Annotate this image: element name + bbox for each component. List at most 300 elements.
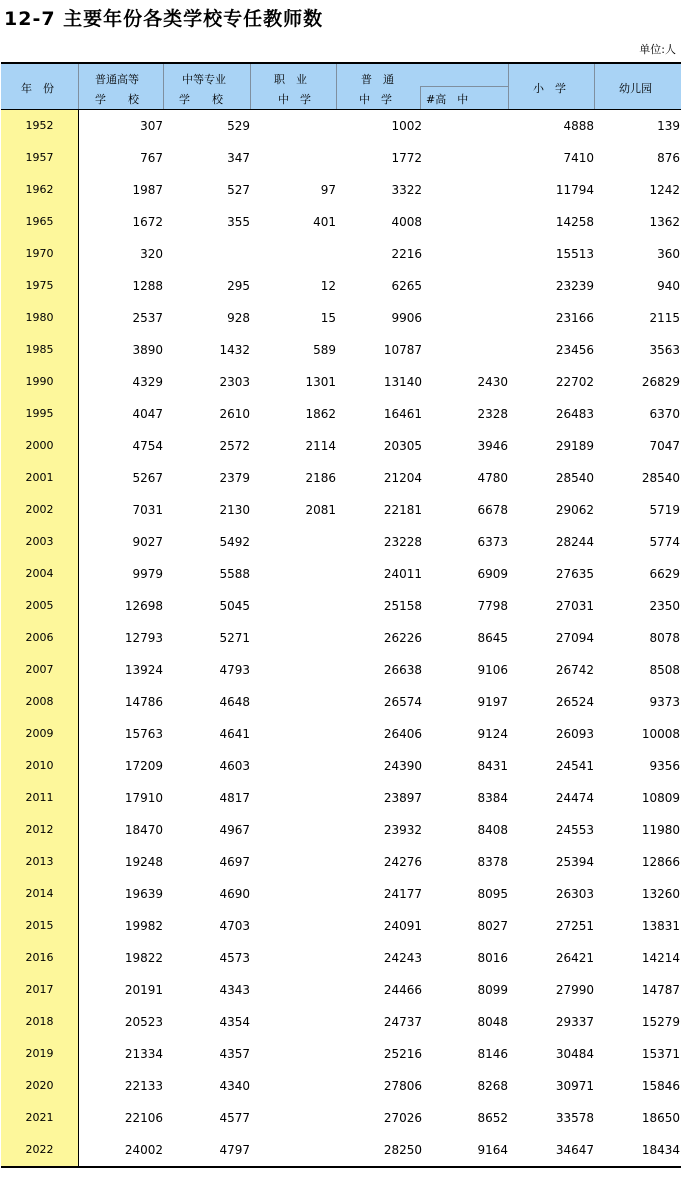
year-cell: 2007	[25, 663, 54, 676]
vocational-cell	[250, 622, 336, 654]
table-row	[1, 398, 681, 430]
header-higher-edu-line2: 学 校	[95, 93, 139, 106]
table-row	[1, 174, 681, 206]
higher-edu-cell: 9979	[132, 567, 163, 581]
secondary-specialized-cell: 527	[227, 183, 250, 197]
table-row	[1, 1134, 681, 1166]
higher-edu-cell: 12793	[124, 631, 163, 645]
primary-cell: 22702	[555, 375, 594, 389]
primary-cell: 15513	[555, 247, 594, 261]
senior-high-cell: 7798	[477, 599, 508, 613]
year-cell: 2015	[25, 919, 54, 932]
higher-edu-cell: 1672	[132, 215, 163, 229]
primary-cell: 27031	[555, 599, 594, 613]
header-vocational-line2: 中 学	[278, 93, 311, 106]
regular-secondary-cell: 27806	[383, 1079, 422, 1093]
table-rows	[1, 110, 681, 1166]
secondary-specialized-cell: 4354	[219, 1015, 250, 1029]
primary-cell: 27635	[555, 567, 594, 581]
year-cell: 2019	[25, 1047, 54, 1060]
header-kindergarten	[595, 64, 681, 109]
regular-secondary-cell: 6265	[391, 279, 422, 293]
table-row	[1, 782, 681, 814]
primary-cell: 26093	[555, 727, 594, 741]
year-cell: 2001	[25, 471, 54, 484]
senior-high-cell: 8027	[477, 919, 508, 933]
secondary-specialized-cell: 928	[227, 311, 250, 325]
year-cell: 2022	[25, 1143, 54, 1156]
kindergarten-cell: 28540	[641, 471, 680, 485]
regular-secondary-cell: 3322	[391, 183, 422, 197]
regular-secondary-cell: 26574	[383, 695, 422, 709]
vocational-cell: 2186	[305, 471, 336, 485]
higher-edu-cell: 20523	[124, 1015, 163, 1029]
table-title: 12-7 主要年份各类学校专任教师数	[4, 8, 324, 30]
year-cell: 1970	[25, 247, 54, 260]
higher-edu-cell: 320	[140, 247, 163, 261]
year-cell: 1962	[25, 183, 54, 196]
senior-high-cell: 8268	[477, 1079, 508, 1093]
year-cell: 2020	[25, 1079, 54, 1092]
kindergarten-cell: 15371	[641, 1047, 680, 1061]
year-cell: 2021	[25, 1111, 54, 1124]
year-cell: 2009	[25, 727, 54, 740]
header-kindergarten-label: 幼儿园	[619, 82, 652, 95]
primary-cell: 34647	[555, 1143, 594, 1157]
kindergarten-cell: 13260	[641, 887, 680, 901]
header-senior-high: #高 中	[426, 93, 469, 106]
kindergarten-cell: 11980	[641, 823, 680, 837]
regular-secondary-cell: 1772	[391, 151, 422, 165]
table-row	[1, 942, 681, 974]
table-row	[1, 462, 681, 494]
regular-secondary-cell: 22181	[383, 503, 422, 517]
higher-edu-cell: 19248	[124, 855, 163, 869]
vocational-cell	[250, 558, 336, 590]
senior-high-cell: 6373	[477, 535, 508, 549]
table-row	[1, 430, 681, 462]
regular-secondary-cell: 2216	[391, 247, 422, 261]
vocational-cell	[250, 1070, 336, 1102]
year-cell: 1952	[25, 119, 54, 132]
header-regular-secondary-line1: 普 通	[361, 73, 394, 86]
primary-cell: 23239	[555, 279, 594, 293]
year-cell: 1980	[25, 311, 54, 324]
primary-cell: 30971	[555, 1079, 594, 1093]
table-row	[1, 1006, 681, 1038]
table-row	[1, 334, 681, 366]
kindergarten-cell: 5719	[649, 503, 680, 517]
senior-high-cell: 8048	[477, 1015, 508, 1029]
header-higher-edu	[79, 64, 163, 109]
table-row	[1, 238, 681, 270]
kindergarten-cell: 5774	[649, 535, 680, 549]
kindergarten-cell: 10008	[641, 727, 680, 741]
secondary-specialized-cell: 2130	[219, 503, 250, 517]
header-secondary-specialized-line1: 中等专业	[182, 73, 226, 86]
primary-cell: 24541	[555, 759, 594, 773]
regular-secondary-cell: 25216	[383, 1047, 422, 1061]
year-cell: 2000	[25, 439, 54, 452]
regular-secondary-cell: 24091	[383, 919, 422, 933]
regular-secondary-cell: 27026	[383, 1111, 422, 1125]
secondary-specialized-cell: 4703	[219, 919, 250, 933]
vocational-cell	[250, 590, 336, 622]
vocational-cell	[250, 878, 336, 910]
regular-secondary-cell: 26638	[383, 663, 422, 677]
regular-secondary-cell: 24737	[383, 1015, 422, 1029]
regular-secondary-cell: 25158	[383, 599, 422, 613]
senior-high-cell: 8408	[477, 823, 508, 837]
higher-edu-cell: 18470	[124, 823, 163, 837]
kindergarten-cell: 18650	[641, 1111, 680, 1125]
table-header	[1, 64, 681, 109]
secondary-specialized-cell: 5271	[219, 631, 250, 645]
primary-cell: 28244	[555, 535, 594, 549]
secondary-specialized-cell: 5588	[219, 567, 250, 581]
vocational-cell	[250, 782, 336, 814]
year-cell: 1957	[25, 151, 54, 164]
vocational-cell: 97	[320, 183, 336, 197]
table-row	[1, 750, 681, 782]
year-cell: 2004	[25, 567, 54, 580]
year-cell: 1995	[25, 407, 54, 420]
vocational-cell	[250, 718, 336, 750]
higher-edu-cell: 19639	[124, 887, 163, 901]
table-row	[1, 1070, 681, 1102]
primary-cell: 27094	[555, 631, 594, 645]
secondary-specialized-cell: 4967	[219, 823, 250, 837]
table-row	[1, 846, 681, 878]
regular-secondary-cell: 24177	[383, 887, 422, 901]
senior-high-cell: 9164	[477, 1143, 508, 1157]
vocational-cell	[250, 142, 336, 174]
header-primary-label: 小 学	[533, 82, 566, 95]
senior-high-cell: 9106	[477, 663, 508, 677]
vocational-cell	[250, 814, 336, 846]
header-vocational	[251, 64, 336, 109]
primary-cell: 26483	[555, 407, 594, 421]
table-row	[1, 1038, 681, 1070]
header-regular-secondary-line2: 中 学	[359, 93, 392, 106]
higher-edu-cell: 17209	[124, 759, 163, 773]
senior-high-cell	[422, 142, 508, 174]
senior-high-cell: 8652	[477, 1111, 508, 1125]
higher-edu-cell: 21334	[124, 1047, 163, 1061]
header-year	[1, 64, 78, 109]
kindergarten-cell: 876	[657, 151, 680, 165]
year-cell: 2008	[25, 695, 54, 708]
table-row	[1, 1102, 681, 1134]
primary-cell: 30484	[555, 1047, 594, 1061]
primary-cell: 26421	[555, 951, 594, 965]
vocational-cell: 401	[313, 215, 336, 229]
year-cell: 1985	[25, 343, 54, 356]
regular-secondary-cell: 24276	[383, 855, 422, 869]
senior-high-cell	[422, 270, 508, 302]
senior-high-cell: 8431	[477, 759, 508, 773]
kindergarten-cell: 18434	[641, 1143, 680, 1157]
regular-secondary-cell: 24011	[383, 567, 422, 581]
primary-cell: 29062	[555, 503, 594, 517]
senior-high-cell	[422, 110, 508, 142]
kindergarten-cell: 2115	[649, 311, 680, 325]
higher-edu-cell: 7031	[132, 503, 163, 517]
vocational-cell	[250, 942, 336, 974]
higher-edu-cell: 1987	[132, 183, 163, 197]
year-cell: 2011	[25, 791, 54, 804]
higher-edu-cell: 1288	[132, 279, 163, 293]
table-row	[1, 206, 681, 238]
higher-edu-cell: 17910	[124, 791, 163, 805]
regular-secondary-cell: 4008	[391, 215, 422, 229]
regular-secondary-cell: 28250	[383, 1143, 422, 1157]
vocational-cell	[250, 654, 336, 686]
vocational-cell	[250, 974, 336, 1006]
secondary-specialized-cell: 4690	[219, 887, 250, 901]
primary-cell: 29337	[555, 1015, 594, 1029]
secondary-specialized-cell: 2572	[219, 439, 250, 453]
vocational-cell: 15	[320, 311, 336, 325]
senior-high-cell	[422, 206, 508, 238]
primary-cell: 29189	[555, 439, 594, 453]
table-row	[1, 622, 681, 654]
kindergarten-cell: 15846	[641, 1079, 680, 1093]
secondary-specialized-cell: 4641	[219, 727, 250, 741]
higher-edu-cell: 20191	[124, 983, 163, 997]
secondary-specialized-cell: 5045	[219, 599, 250, 613]
primary-cell: 33578	[555, 1111, 594, 1125]
header-primary	[509, 64, 594, 109]
table-row	[1, 526, 681, 558]
table-row	[1, 110, 681, 142]
header-split-line	[420, 86, 508, 87]
secondary-specialized-cell: 355	[227, 215, 250, 229]
vocational-cell	[250, 846, 336, 878]
higher-edu-cell: 5267	[132, 471, 163, 485]
kindergarten-cell: 8508	[649, 663, 680, 677]
higher-edu-cell: 4047	[132, 407, 163, 421]
primary-cell: 27990	[555, 983, 594, 997]
primary-cell: 24553	[555, 823, 594, 837]
regular-secondary-cell: 1002	[391, 119, 422, 133]
kindergarten-cell: 12866	[641, 855, 680, 869]
primary-cell: 4888	[563, 119, 594, 133]
table-row	[1, 494, 681, 526]
secondary-specialized-cell: 4343	[219, 983, 250, 997]
higher-edu-cell: 307	[140, 119, 163, 133]
secondary-specialized-cell: 4697	[219, 855, 250, 869]
kindergarten-cell: 6370	[649, 407, 680, 421]
vocational-cell	[250, 1006, 336, 1038]
secondary-specialized-cell: 4648	[219, 695, 250, 709]
table-row	[1, 910, 681, 942]
kindergarten-cell: 139	[657, 119, 680, 133]
higher-edu-cell: 24002	[124, 1143, 163, 1157]
table-row	[1, 558, 681, 590]
year-cell: 2006	[25, 631, 54, 644]
regular-secondary-cell: 26226	[383, 631, 422, 645]
senior-high-cell: 2430	[477, 375, 508, 389]
year-cell: 2016	[25, 951, 54, 964]
vocational-cell: 2081	[305, 503, 336, 517]
vocational-cell: 2114	[305, 439, 336, 453]
table-bottom-rule	[1, 1166, 681, 1168]
table-row	[1, 270, 681, 302]
senior-high-cell: 6909	[477, 567, 508, 581]
table-row	[1, 878, 681, 910]
kindergarten-cell: 940	[657, 279, 680, 293]
year-cell: 1965	[25, 215, 54, 228]
senior-high-cell: 8378	[477, 855, 508, 869]
senior-high-cell: 8146	[477, 1047, 508, 1061]
primary-cell: 23166	[555, 311, 594, 325]
vocational-cell	[250, 910, 336, 942]
kindergarten-cell: 26829	[641, 375, 680, 389]
secondary-specialized-cell: 2303	[219, 375, 250, 389]
secondary-specialized-cell: 4797	[219, 1143, 250, 1157]
header-split-divider	[420, 86, 421, 109]
table-row	[1, 654, 681, 686]
higher-edu-cell: 22133	[124, 1079, 163, 1093]
higher-edu-cell: 19982	[124, 919, 163, 933]
year-cell: 2017	[25, 983, 54, 996]
primary-cell: 25394	[555, 855, 594, 869]
vocational-cell: 12	[320, 279, 336, 293]
header-year-label: 年 份	[21, 82, 54, 95]
secondary-specialized-cell: 4603	[219, 759, 250, 773]
senior-high-cell: 2328	[477, 407, 508, 421]
higher-edu-cell: 4329	[132, 375, 163, 389]
kindergarten-cell: 13831	[641, 919, 680, 933]
kindergarten-cell: 360	[657, 247, 680, 261]
year-cell: 2012	[25, 823, 54, 836]
year-cell: 2018	[25, 1015, 54, 1028]
higher-edu-cell: 767	[140, 151, 163, 165]
unit-label: 单位:人	[639, 43, 676, 56]
kindergarten-cell: 6629	[649, 567, 680, 581]
regular-secondary-cell: 16461	[383, 407, 422, 421]
higher-edu-cell: 4754	[132, 439, 163, 453]
year-cell: 2005	[25, 599, 54, 612]
higher-edu-cell: 15763	[124, 727, 163, 741]
primary-cell: 26524	[555, 695, 594, 709]
senior-high-cell	[422, 302, 508, 334]
secondary-specialized-cell: 4357	[219, 1047, 250, 1061]
higher-edu-cell: 3890	[132, 343, 163, 357]
secondary-specialized-cell: 4577	[219, 1111, 250, 1125]
year-cell: 2002	[25, 503, 54, 516]
secondary-specialized-cell: 2610	[219, 407, 250, 421]
table-body	[1, 110, 681, 1166]
regular-secondary-cell: 9906	[391, 311, 422, 325]
table-row	[1, 814, 681, 846]
kindergarten-cell: 8078	[649, 631, 680, 645]
higher-edu-cell: 13924	[124, 663, 163, 677]
secondary-specialized-cell: 4340	[219, 1079, 250, 1093]
regular-secondary-cell: 24466	[383, 983, 422, 997]
senior-high-cell: 6678	[477, 503, 508, 517]
teachers-table	[1, 62, 681, 1168]
regular-secondary-cell: 21204	[383, 471, 422, 485]
secondary-specialized-cell	[163, 238, 250, 270]
senior-high-cell: 9124	[477, 727, 508, 741]
vocational-cell	[250, 1134, 336, 1166]
higher-edu-cell: 2537	[132, 311, 163, 325]
header-vocational-line1: 职 业	[274, 73, 307, 86]
regular-secondary-cell: 24243	[383, 951, 422, 965]
senior-high-cell: 4780	[477, 471, 508, 485]
year-cell: 2014	[25, 887, 54, 900]
secondary-specialized-cell: 4817	[219, 791, 250, 805]
vocational-cell: 589	[313, 343, 336, 357]
year-cell: 1990	[25, 375, 54, 388]
secondary-specialized-cell: 5492	[219, 535, 250, 549]
higher-edu-cell: 9027	[132, 535, 163, 549]
kindergarten-cell: 15279	[641, 1015, 680, 1029]
table-row	[1, 686, 681, 718]
senior-high-cell	[422, 334, 508, 366]
senior-high-cell: 8016	[477, 951, 508, 965]
regular-secondary-cell: 20305	[383, 439, 422, 453]
vocational-cell	[250, 110, 336, 142]
primary-cell: 7410	[563, 151, 594, 165]
regular-secondary-cell: 13140	[383, 375, 422, 389]
header-secondary-specialized-line2: 学 校	[179, 93, 223, 106]
table-row	[1, 302, 681, 334]
primary-cell: 26303	[555, 887, 594, 901]
primary-cell: 11794	[555, 183, 594, 197]
vocational-cell	[250, 238, 336, 270]
table-row	[1, 142, 681, 174]
kindergarten-cell: 14787	[641, 983, 680, 997]
senior-high-cell: 8384	[477, 791, 508, 805]
year-cell: 2003	[25, 535, 54, 548]
regular-secondary-cell: 23228	[383, 535, 422, 549]
kindergarten-cell: 9356	[649, 759, 680, 773]
year-cell: 2013	[25, 855, 54, 868]
table-row	[1, 974, 681, 1006]
kindergarten-cell: 9373	[649, 695, 680, 709]
kindergarten-cell: 3563	[649, 343, 680, 357]
table-row	[1, 366, 681, 398]
vocational-cell	[250, 1102, 336, 1134]
kindergarten-cell: 2350	[649, 599, 680, 613]
primary-cell: 14258	[555, 215, 594, 229]
regular-secondary-cell: 23932	[383, 823, 422, 837]
regular-secondary-cell: 10787	[383, 343, 422, 357]
senior-high-cell: 8645	[477, 631, 508, 645]
vocational-cell: 1862	[305, 407, 336, 421]
senior-high-cell: 8095	[477, 887, 508, 901]
higher-edu-cell: 12698	[124, 599, 163, 613]
vocational-cell: 1301	[305, 375, 336, 389]
kindergarten-cell: 14214	[641, 951, 680, 965]
higher-edu-cell: 14786	[124, 695, 163, 709]
header-higher-edu-line1: 普通高等	[95, 73, 139, 86]
kindergarten-cell: 1242	[649, 183, 680, 197]
vocational-cell	[250, 750, 336, 782]
senior-high-cell	[422, 174, 508, 206]
senior-high-cell: 9197	[477, 695, 508, 709]
table-row	[1, 718, 681, 750]
higher-edu-cell: 22106	[124, 1111, 163, 1125]
higher-edu-cell: 19822	[124, 951, 163, 965]
primary-cell: 24474	[555, 791, 594, 805]
secondary-specialized-cell: 4793	[219, 663, 250, 677]
senior-high-cell: 8099	[477, 983, 508, 997]
kindergarten-cell: 10809	[641, 791, 680, 805]
